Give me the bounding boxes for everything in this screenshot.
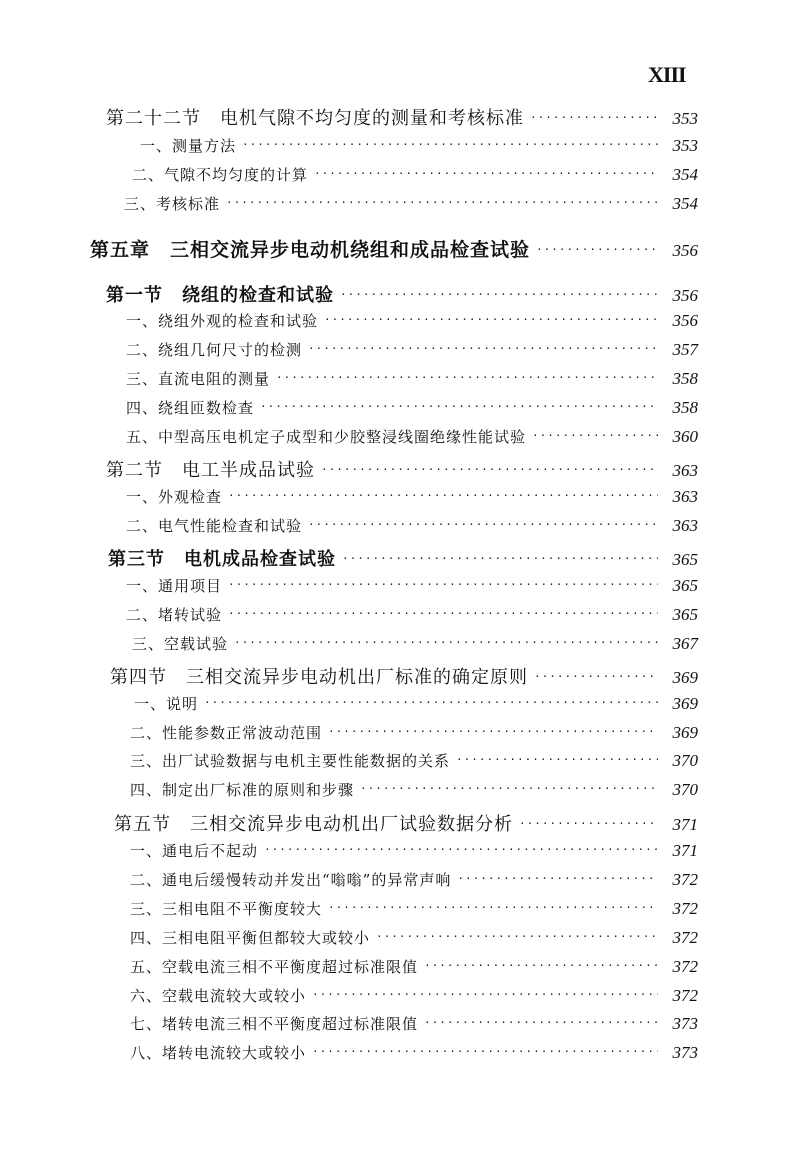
toc-leader-dots: [424, 959, 658, 972]
toc-entry-label: 六、空载电流较大或较小: [130, 987, 307, 1005]
toc-entry-label: 三、考核标准: [124, 195, 221, 213]
toc-entry-label: 一、说明: [134, 695, 199, 713]
toc-entry-page: 357: [672, 340, 698, 359]
toc-entry[interactable]: [130, 985, 698, 1013]
toc-leader-dots: [228, 607, 658, 620]
toc-entry[interactable]: [130, 869, 698, 897]
toc-entry-page: 356: [672, 311, 698, 330]
page-number: XIII: [648, 62, 686, 87]
toc-entry-page: 369: [672, 694, 698, 713]
toc-entry-page: 367: [672, 634, 698, 653]
toc-entry-page: 372: [672, 870, 698, 889]
toc-entry[interactable]: [130, 1013, 698, 1041]
toc-entry-page: 363: [672, 487, 698, 506]
toc-entry[interactable]: [108, 545, 698, 573]
toc-leader-dots: [457, 872, 658, 885]
toc-entry[interactable]: [130, 779, 698, 807]
toc-entry[interactable]: [126, 310, 698, 338]
toc-entry-label: 第一节 绕组的检查和试验: [106, 285, 334, 306]
toc-leader-dots: [324, 313, 658, 326]
toc-leader-dots: [312, 1045, 658, 1058]
toc-entry[interactable]: [126, 339, 698, 367]
toc-entry[interactable]: [90, 235, 698, 263]
toc-leader-dots: [532, 429, 658, 442]
toc-entry-label: 三、空载试验: [132, 635, 229, 653]
toc-leader-dots: [456, 753, 658, 766]
toc-entry-label: 三、出厂试验数据与电机主要性能数据的关系: [130, 752, 451, 770]
toc-entry-label: 二、性能参数正常波动范围: [130, 724, 323, 742]
toc-leader-dots: [328, 725, 658, 738]
toc-entry[interactable]: [114, 810, 698, 838]
toc-entry[interactable]: [130, 927, 698, 955]
toc-entry-label: 第三节 电机成品检查试验: [108, 549, 336, 570]
toc-entry[interactable]: [130, 722, 698, 750]
toc-entry-label: 四、三相电阻平衡但都较大或较小: [130, 929, 371, 947]
toc-entry-page: 358: [672, 369, 698, 388]
toc-entry-page: 365: [672, 576, 698, 595]
toc-leader-dots: [536, 243, 658, 256]
toc-entry-page: 365: [672, 605, 698, 624]
toc-entry-label: 二、通电后缓慢转动并发出“嗡嗡”的异常声响: [130, 871, 452, 889]
toc-entry[interactable]: [126, 515, 698, 543]
toc-entry-label: 二、气隙不均匀度的计算: [132, 166, 309, 184]
toc-entry-page: 356: [672, 286, 698, 305]
toc-leader-dots: [424, 1016, 658, 1029]
toc-entry-label: 第二十二节 电机气隙不均匀度的测量和考核标准: [106, 108, 524, 129]
toc-entry-label: 一、绕组外观的检查和试验: [126, 312, 319, 330]
toc-entry-page: 372: [672, 957, 698, 976]
toc-entry[interactable]: [126, 604, 698, 632]
toc-leader-dots: [308, 518, 658, 531]
toc-entry-label: 三、三相电阻不平衡度较大: [130, 900, 323, 918]
toc-entry-page: 354: [672, 165, 698, 184]
toc-entry-page: 363: [672, 461, 698, 480]
toc-leader-dots: [264, 843, 658, 856]
toc-entry-page: 369: [672, 723, 698, 742]
toc-leader-dots: [321, 463, 658, 476]
toc-leader-dots: [342, 552, 658, 565]
toc-entry-page: 372: [672, 986, 698, 1005]
toc-entry-label: 第五节 三相交流异步电动机出厂试验数据分析: [114, 814, 513, 835]
toc-entry-page: 353: [672, 136, 698, 155]
toc-leader-dots: [308, 342, 658, 355]
toc-leader-dots: [204, 696, 658, 709]
toc-entry[interactable]: [130, 898, 698, 926]
toc-entry-page: 371: [672, 815, 698, 834]
toc-entry-label: 四、制定出厂标准的原则和步骤: [130, 781, 355, 799]
toc-entry-page: 365: [672, 550, 698, 569]
toc-entry[interactable]: [140, 135, 698, 163]
toc-leader-dots: [376, 930, 658, 943]
toc-entry-label: 第四节 三相交流异步电动机出厂标准的确定原则: [110, 667, 528, 688]
toc-entry-page: 354: [672, 194, 698, 213]
toc-entry[interactable]: [132, 633, 698, 661]
toc-entry-page: 356: [672, 241, 698, 260]
toc-entry-page: 372: [672, 928, 698, 947]
toc-entry-label: 五、中型高压电机定子成型和少胶整浸线圈绝缘性能试验: [126, 428, 527, 446]
toc-entry-page: 371: [672, 841, 698, 860]
toc-entry[interactable]: [124, 193, 698, 221]
toc-entry-label: 一、外观检查: [126, 488, 223, 506]
toc-entry-label: 二、堵转试验: [126, 606, 223, 624]
toc-leader-dots: [228, 578, 658, 591]
toc-entry[interactable]: [106, 456, 698, 484]
toc-entry-page: 363: [672, 516, 698, 535]
toc-leader-dots: [340, 288, 658, 301]
toc-leader-dots: [228, 489, 658, 502]
toc-entry[interactable]: [134, 693, 698, 721]
toc-leader-dots: [260, 400, 658, 413]
toc-leader-dots: [234, 636, 658, 649]
toc-entry-label: 第五章 三相交流异步电动机绕组和成品检查试验: [90, 239, 531, 261]
toc-entry[interactable]: [126, 426, 698, 454]
toc-leader-dots: [314, 167, 658, 180]
toc-entry-page: 370: [672, 780, 698, 799]
toc-entry-page: 369: [672, 668, 698, 687]
toc-entry-page: 353: [672, 109, 698, 128]
toc-entry[interactable]: [130, 1042, 698, 1070]
toc-leader-dots: [519, 817, 658, 830]
toc-entry[interactable]: [126, 368, 698, 396]
toc-leader-dots: [530, 111, 658, 124]
toc-entry-label: 第二节 电工半成品试验: [106, 460, 315, 481]
toc-entry[interactable]: [126, 397, 698, 425]
toc-leader-dots: [328, 901, 658, 914]
toc-entry-page: 358: [672, 398, 698, 417]
toc-leader-dots: [360, 782, 658, 795]
toc-entry[interactable]: [106, 281, 698, 309]
toc-entry-page: 372: [672, 899, 698, 918]
toc-entry-label: 二、电气性能检查和试验: [126, 517, 303, 535]
toc-leader-dots: [242, 138, 658, 151]
toc-leader-dots: [312, 988, 658, 1001]
toc-entry[interactable]: [130, 750, 698, 778]
toc-entry[interactable]: [126, 486, 698, 514]
toc-entry-label: 四、绕组匝数检查: [126, 399, 255, 417]
toc-entry[interactable]: [132, 164, 698, 192]
toc-entry-label: 三、直流电阻的测量: [126, 370, 271, 388]
toc-entry-page: 370: [672, 751, 698, 770]
toc-entry-label: 五、空载电流三相不平衡度超过标准限值: [130, 958, 419, 976]
toc-entry-page: 373: [672, 1043, 698, 1062]
toc-entry-label: 二、绕组几何尺寸的检测: [126, 341, 303, 359]
toc-entry-label: 七、堵转电流三相不平衡度超过标准限值: [130, 1015, 419, 1033]
toc-leader-dots: [276, 371, 658, 384]
toc-entry[interactable]: [130, 956, 698, 984]
toc-entry-page: 373: [672, 1014, 698, 1033]
toc-entry-label: 一、测量方法: [140, 137, 237, 155]
toc-leader-dots: [226, 196, 658, 209]
toc-entry-label: 一、通用项目: [126, 577, 223, 595]
toc-entry-label: 一、通电后不起动: [130, 842, 259, 860]
toc-leader-dots: [534, 670, 658, 683]
toc-entry[interactable]: [110, 663, 698, 691]
toc-entry-page: 360: [672, 427, 698, 446]
toc-entry[interactable]: [106, 104, 698, 132]
toc-entry[interactable]: [130, 840, 698, 868]
toc-entry-label: 八、堵转电流较大或较小: [130, 1044, 307, 1062]
toc-entry[interactable]: [126, 575, 698, 603]
